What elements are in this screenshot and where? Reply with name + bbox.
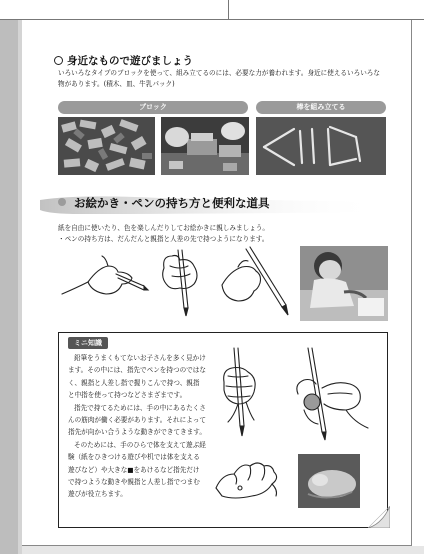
- block-label: ブロック: [58, 101, 248, 114]
- grip-drawing-3: [216, 245, 296, 320]
- mini-tip-text: [68, 352, 206, 501]
- tip-paragraph-1: 鉛筆をうまくもてないお子さんを多く見かけます。その中には、指先でペンを持つのではなく、親指と人差し指で握りこんで持つ、親指と中指を使って持つなどさまざまです。: [68, 354, 206, 400]
- child-drawing-photo: [300, 246, 388, 321]
- bullet-dot-icon: [58, 198, 66, 206]
- section2-body: [58, 223, 388, 245]
- top-divider: [228, 0, 229, 20]
- block-photo-1: [58, 117, 155, 175]
- page-curl-icon: [368, 506, 390, 528]
- section2-title: お絵かき・ペンの持ち方と便利な道具: [74, 196, 270, 210]
- section2-line2: ・ペンの持ち方は、だんだんと親指と人差の先で持つようになります。: [58, 235, 269, 243]
- hand-photo: [298, 454, 360, 508]
- section1-title: 身近なもので遊びましょう: [67, 55, 193, 67]
- block-photo-2: [161, 117, 249, 175]
- section1-heading: [54, 53, 193, 68]
- circle-outline-icon: [54, 56, 63, 65]
- page-shadow: [22, 546, 424, 554]
- tip-paragraph-2: 指先で持てるためには、手の中にあるたくさんの筋肉が働く必要があります。それによって指先が向かい合うような動きができてきます。: [68, 403, 206, 437]
- top-rule: [0, 0, 424, 20]
- finger-grip-illustration: [288, 344, 380, 444]
- stick-photo: [256, 117, 386, 175]
- palm-hand-illustration: [208, 448, 284, 506]
- stick-label: 棒を組み立てる: [256, 101, 386, 114]
- tip-paragraph-3: そのためには、手のひらで体を支えて遊ぶ経験（紙をひきつける遊びや机では体を支える遊びなど）や大きな■をあけるなど指先だけで持つような動きや親指と人差し指でつまむ遊びが役立ちます。: [68, 440, 206, 499]
- section1-body: いろいろなタイプのブロックを使って、組み立てるのには、必要な力が養われます。身近に使えるいろいろな物があります。(積木、皿、牛乳パック): [58, 69, 380, 88]
- grip-drawing-1: [58, 248, 150, 310]
- left-margin-band: [0, 20, 22, 554]
- section2-line1: 紙を自由に使いたり、色を楽しんだりしてお絵かきに親しみましょう。: [58, 224, 269, 232]
- fist-grip-illustration: [214, 342, 272, 442]
- grip-drawing-2: [150, 248, 210, 318]
- mini-tip-label: ミニ知識: [68, 337, 108, 349]
